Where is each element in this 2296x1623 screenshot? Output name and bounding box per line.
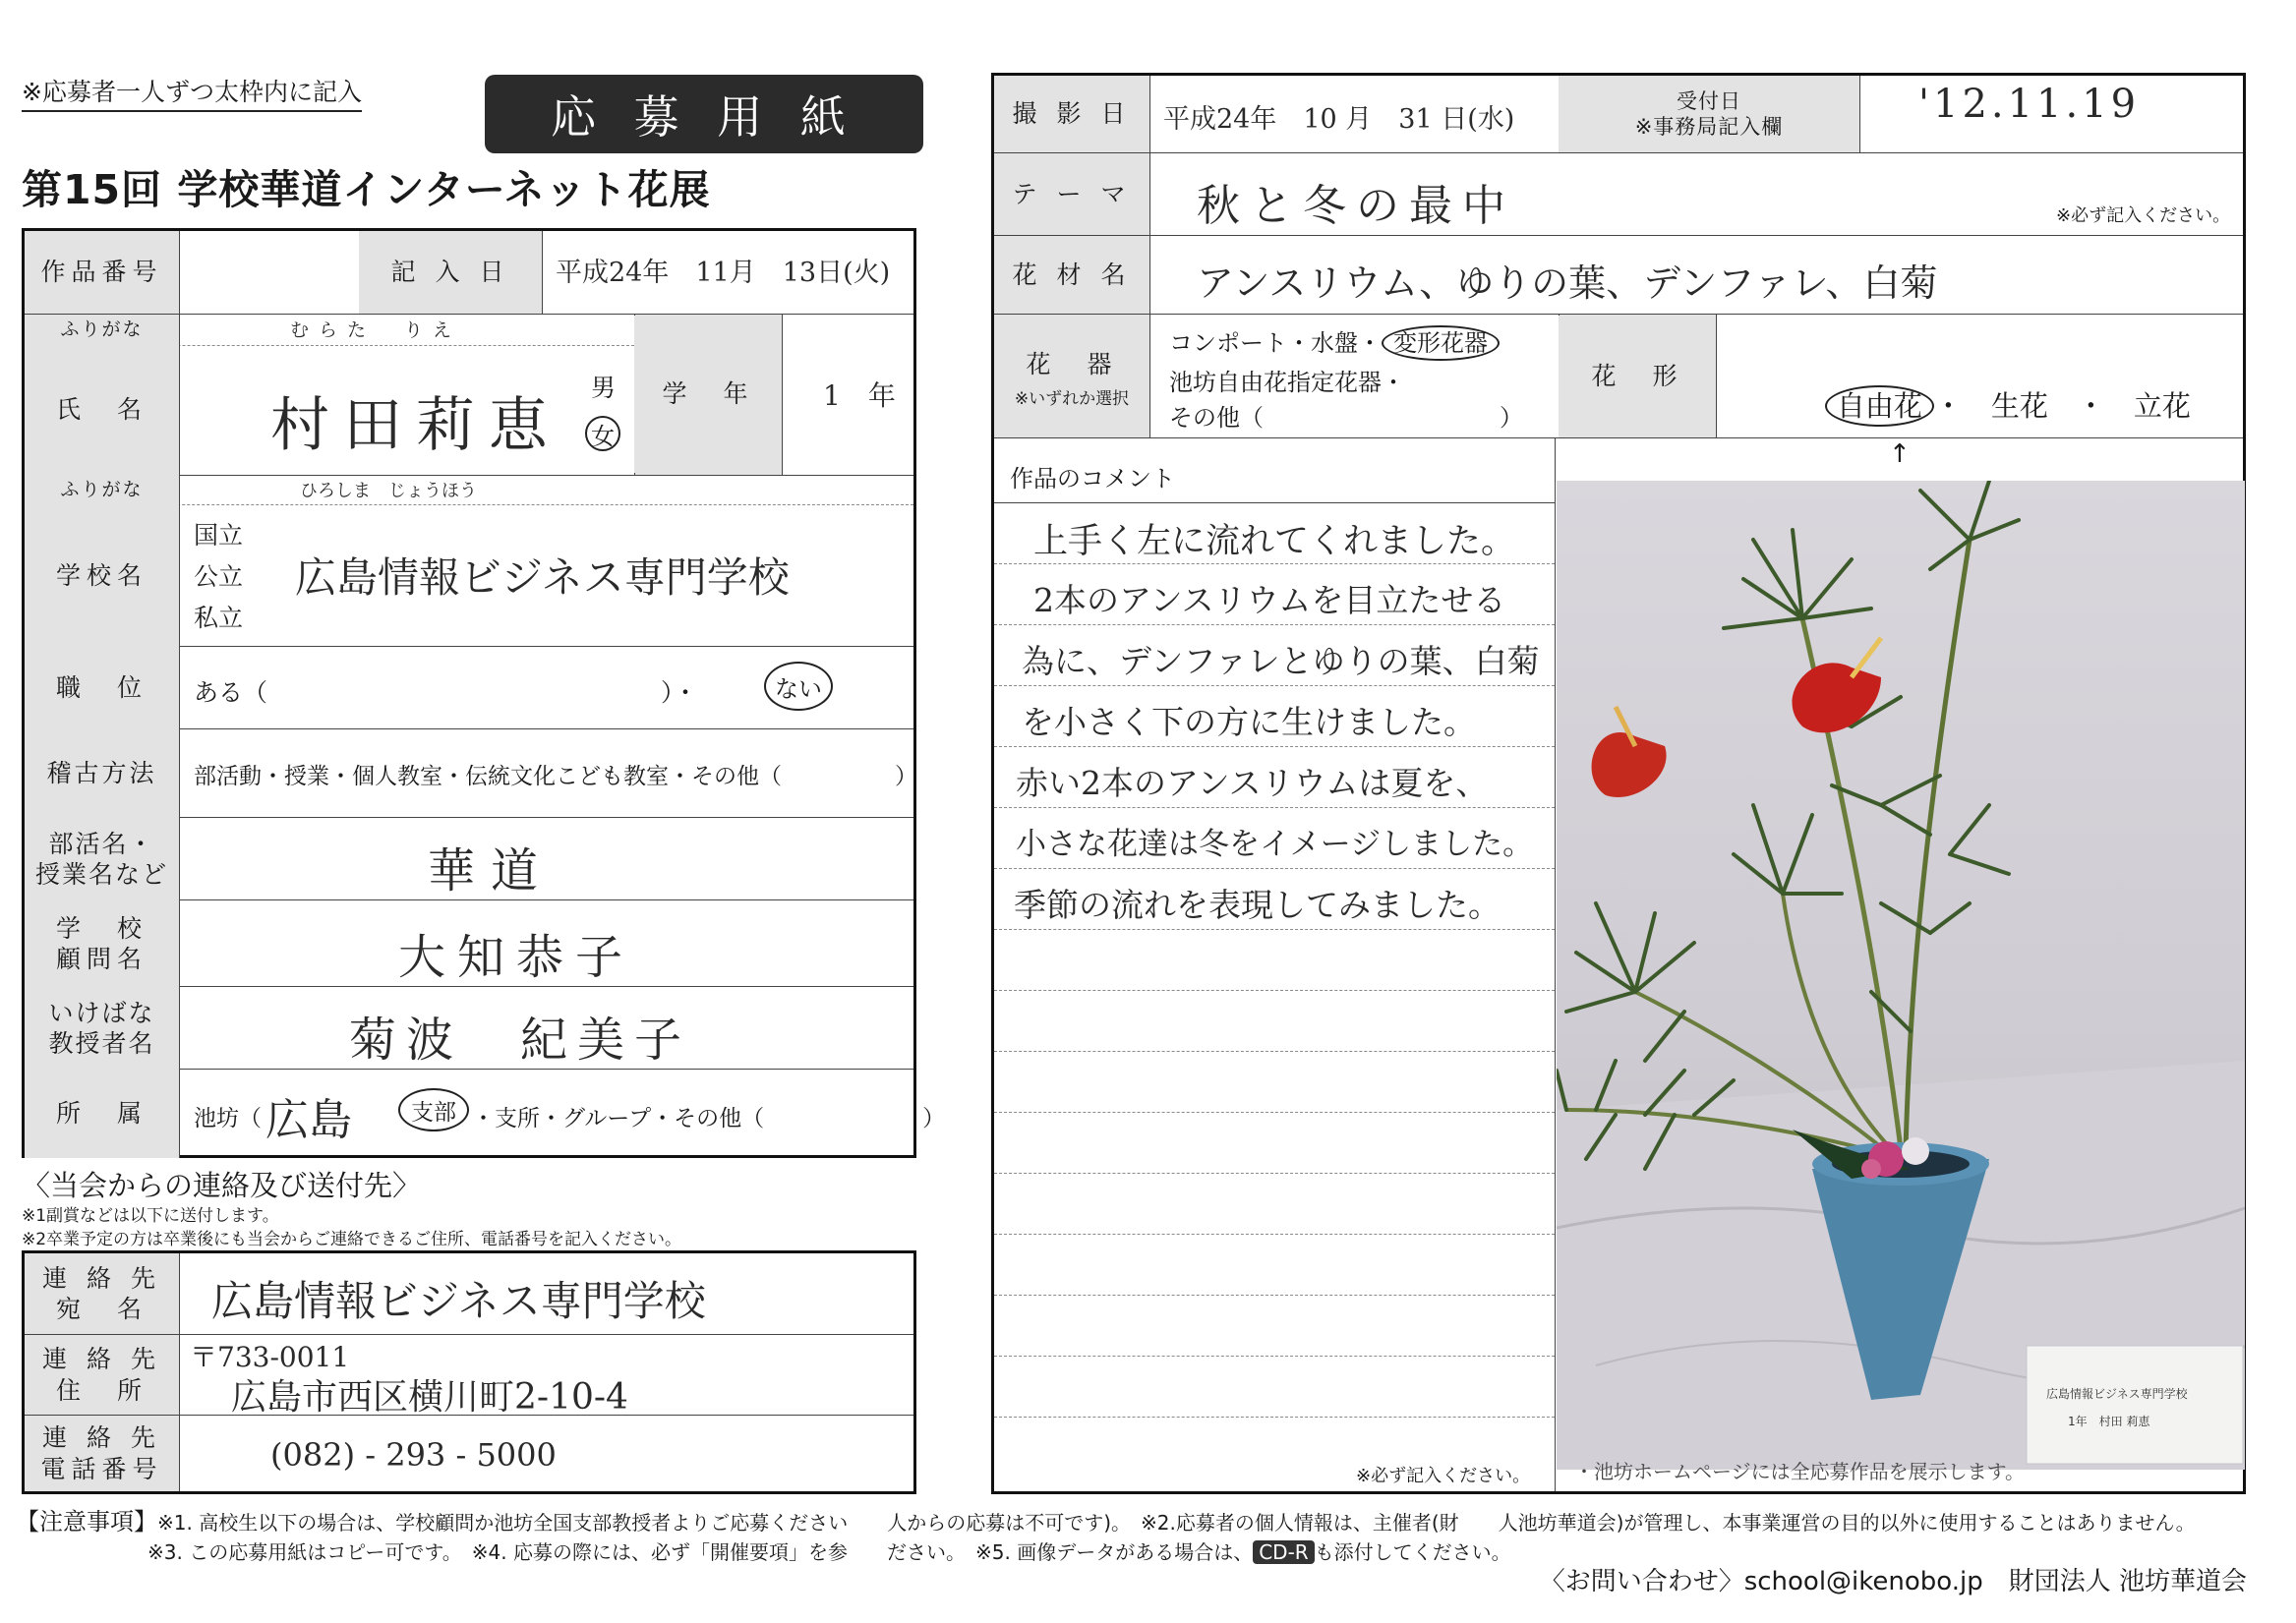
vessel-sub-label: ※いずれか選択: [1014, 388, 1130, 409]
position-text[interactable]: ある（ ）・: [194, 678, 698, 707]
comment-line-2[interactable]: 2本のアンスリウムを目立たせる: [1033, 581, 1506, 619]
photo-orientation-arrow: ↑: [1889, 439, 1911, 469]
theme-required-note: ※必ず記入ください。: [2056, 205, 2231, 226]
phone-value[interactable]: (082) - 293 - 5000: [270, 1436, 557, 1474]
contact-heading: 〈当会からの連絡及び送付先〉: [22, 1169, 422, 1202]
contact-note-2: ※2卒業予定の方は卒業後にも当会からご連絡できるご住所、電話番号を記入ください。: [22, 1230, 682, 1249]
style-other[interactable]: ・ 生花 ・ 立花: [1933, 389, 2191, 423]
affiliation-branch-text: 支部: [411, 1099, 456, 1126]
footer-note-2b: も添付してください。: [1314, 1540, 1511, 1564]
postal-code[interactable]: 〒733-0011: [190, 1341, 350, 1373]
photo-date-label: 撮 影 日: [994, 76, 1149, 152]
work-number-label: 作品番号: [25, 231, 179, 314]
phone-label: 連 絡 先 電話番号: [25, 1416, 179, 1491]
work-form: [991, 73, 2246, 1494]
vessel-option-line1[interactable]: [1169, 323, 1500, 358]
position-label: 職 位: [25, 648, 179, 728]
affiliation-label: 所 属: [25, 1071, 179, 1157]
form-badge: 応 募 用 紙: [485, 75, 923, 153]
cdr-badge: CD-R: [1253, 1540, 1314, 1564]
entry-date-label: 記 入 日: [359, 231, 542, 314]
footer-contact: 〈お問い合わせ〉school@ikenobo.jp 財団法人 池坊華道会: [1539, 1567, 2247, 1596]
position-none-text: ない: [775, 674, 822, 703]
name-furigana-value[interactable]: むらた りえ: [290, 319, 462, 341]
photo-caption: ・池坊ホームページには全応募作品を展示します。: [1574, 1460, 2025, 1483]
photo-date-value[interactable]: 平成24年 10 月 31 日(水): [1163, 104, 1515, 135]
comment-line-4[interactable]: を小さく下の方に生けました。: [1022, 703, 1476, 741]
advisor-value[interactable]: 大知恭子: [398, 930, 635, 985]
contact-note-1: ※1副賞などは以下に送付します。: [22, 1206, 279, 1226]
applicant-form: [22, 228, 946, 1158]
footer-notes-line-1: [16, 1502, 2196, 1536]
addressee-value[interactable]: 広島情報ビジネス専門学校: [211, 1277, 706, 1325]
grade-label: 学 年: [634, 316, 782, 473]
applicant-note: ※応募者一人ずつ太枠内に記入: [22, 73, 362, 112]
comment-required-note: ※必ず記入ください。: [1356, 1466, 1531, 1486]
school-type-public[interactable]: 公立: [194, 562, 244, 591]
entry-date-value[interactable]: 平成24年 11月 13日(火): [556, 258, 891, 288]
school-label: 学校名: [25, 506, 179, 646]
style-options[interactable]: [1789, 351, 2191, 458]
contact-form: [22, 1250, 916, 1494]
name-label: 氏 名: [25, 346, 179, 474]
received-date-label: 受付日 ※事務局記入欄: [1559, 76, 1859, 152]
page-title: 第15回 学校華道インターネット花展: [22, 166, 711, 213]
materials-label: 花 材 名: [994, 237, 1149, 314]
comment-label: 作品のコメント: [1010, 465, 1175, 493]
materials-value[interactable]: アンスリウム、ゆりの葉、デンファレ、白菊: [1197, 261, 1938, 305]
footer-note-1: ※1. 高校生以下の場合は、学校顧問か池坊全国支部教授者よりご応募ください 人からの応募は不可です)。 ※2.応募者の個人情報は、主催者(財 人池坊華道会)が管理し、本事業運営の目的以外に使用することはありません。: [157, 1511, 2196, 1535]
style-label: 花 形: [1559, 316, 1716, 437]
vessel-option-line3[interactable]: その他（ ）: [1169, 404, 1523, 432]
theme-value[interactable]: 秋と冬の最中: [1197, 181, 1515, 231]
vessel-option-line2[interactable]: 池坊自由花指定花器・: [1169, 369, 1405, 396]
teacher-label: いけばな 教授者名: [25, 988, 179, 1069]
footer-note-2: ※3. この応募用紙はコピー可です。 ※4. 応募の際には、必ず「開催要項」を参 ださい。 ※5. 画像データがある場合は、: [147, 1540, 1254, 1564]
comment-line-6[interactable]: 小さな花達は冬をイメージしました。: [1016, 827, 1534, 862]
school-furigana-label: ふりがな: [25, 477, 179, 504]
club-label: 部活名・ 授業名など: [25, 819, 179, 899]
ikebana-illustration: [1557, 481, 2245, 1470]
method-label: 稽古方法: [25, 730, 179, 817]
club-value[interactable]: 華道: [428, 843, 555, 898]
advisor-label: 学 校 顧問名: [25, 901, 179, 986]
address-label: 連 絡 先 住 所: [25, 1335, 179, 1415]
grade-value[interactable]: 1 年: [823, 379, 896, 412]
school-type-national[interactable]: 国立: [194, 521, 244, 550]
teacher-value[interactable]: 菊波 紀美子: [349, 1013, 692, 1068]
vessel-label: 花 器: [1026, 349, 1118, 378]
gender-female-text: 女: [591, 422, 615, 450]
footer-notes-label: 【注意事項】: [16, 1508, 157, 1536]
school-value[interactable]: 広島情報ビジネス専門学校: [295, 553, 790, 602]
footer-notes-line-2: [147, 1536, 1511, 1565]
vessel-label-box: [994, 316, 1149, 437]
school-furigana-value[interactable]: ひろしま じょうほう: [300, 481, 477, 501]
work-number-field[interactable]: [180, 231, 359, 314]
position-none[interactable]: [764, 662, 833, 711]
addressee-label: 連 絡 先 宛 名: [25, 1253, 179, 1334]
affiliation-value[interactable]: 広島: [265, 1095, 352, 1145]
theme-label: テ ー マ: [994, 154, 1149, 235]
gender-male[interactable]: 男: [591, 374, 617, 402]
name-value[interactable]: 村田莉恵: [270, 391, 561, 460]
affiliation-prefix: 池坊（: [194, 1106, 262, 1131]
comment-line-3[interactable]: 為に、デンファレとゆりの葉、白菊: [1022, 642, 1540, 680]
affiliation-branch[interactable]: [398, 1088, 469, 1131]
gender-female[interactable]: [585, 416, 620, 451]
name-furigana-label: ふりがな: [25, 316, 179, 345]
style-selected[interactable]: 自由花: [1825, 385, 1934, 427]
method-options[interactable]: 部活動・授業・個人教室・伝統文化こども教室・その他（ ）: [194, 764, 917, 789]
comment-line-5[interactable]: 赤い2本のアンスリウムは夏を、: [1016, 764, 1489, 802]
comment-line-7[interactable]: 季節の流れを表現してみました。: [1014, 886, 1501, 924]
vessel-option-selected[interactable]: 変形花器: [1382, 325, 1500, 361]
vessel-option-common[interactable]: コンポート・水盤・: [1169, 329, 1382, 357]
photo-name-card-school: 広島情報ビジネス専門学校: [2046, 1387, 2188, 1401]
affiliation-rest[interactable]: ・支所・グループ・その他（ ）: [472, 1106, 946, 1131]
photo-name-card-student: 1年 村田 莉恵: [2068, 1415, 2150, 1428]
comment-line-1[interactable]: 上手く左に流れてくれました。: [1033, 522, 1516, 561]
school-type-private[interactable]: 私立: [194, 604, 244, 632]
address-value[interactable]: 広島市西区横川町2-10-4: [231, 1377, 628, 1418]
received-date-value: '12.11.19: [1918, 82, 2141, 127]
artwork-photo: [1557, 481, 2245, 1470]
